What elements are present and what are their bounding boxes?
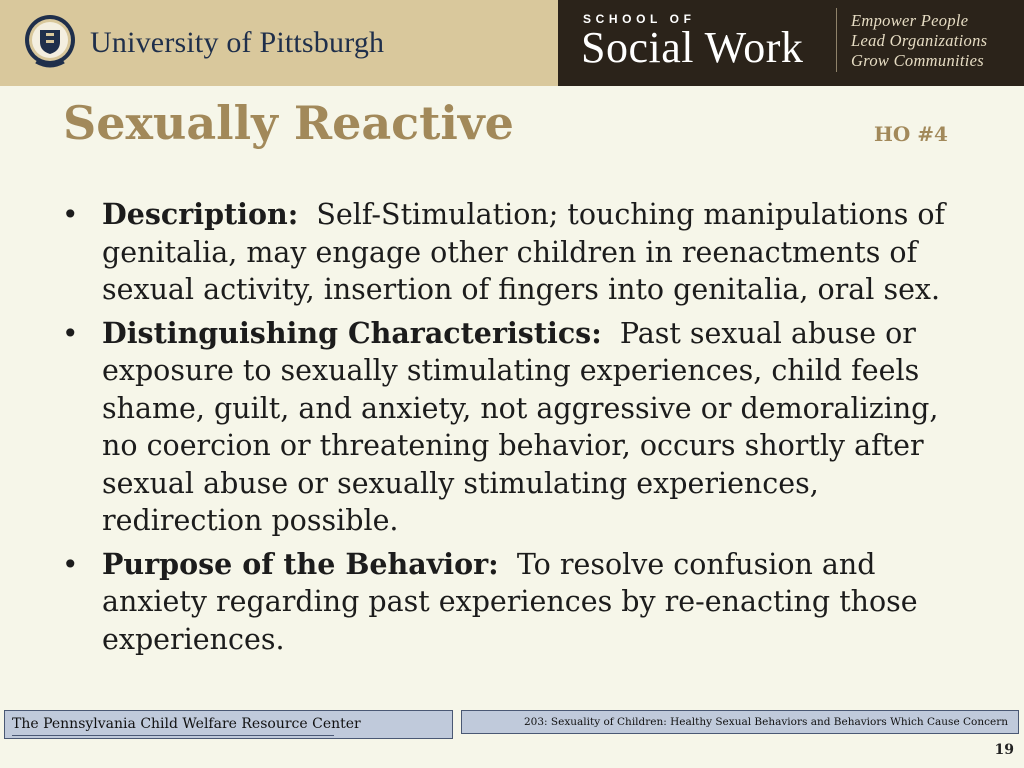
banner-divider [836,8,837,72]
footer-organization [4,710,453,739]
bullet-label: Purpose of the Behavior: [102,546,499,581]
bullet-text: Self-Stimulation; touching manipulations of genitalia, may engage other children in reenactments of sexual activity, insertion of fingers into genitalia, oral sex. [102,198,946,306]
university-banner [0,0,558,86]
bullet-dot-icon: • [62,316,79,350]
tagline-1: Empower People [851,11,969,30]
bullet-distinguishing-characteristics [62,315,982,540]
school-of-label: SCHOOL OF [583,12,696,26]
tagline-2: Lead Organizations [851,31,988,50]
bullet-dot-icon: • [62,547,79,581]
tagline-3: Grow Communities [851,51,984,70]
bullet-label: Description: [102,197,299,231]
handout-label: HO #4 [874,122,948,146]
bullet-text: To resolve confusion and anxiety regarding past experiences by re-enacting those experiences. [102,547,918,656]
bullet-description [62,196,982,309]
footer-underline [12,735,334,736]
university-name: University of Pittsburgh [90,26,385,59]
university-seal-icon [24,13,76,71]
page-number: 19 [994,742,1014,758]
footer-course-title [461,710,1019,734]
bullet-list [62,196,982,664]
footer-organization-text: The Pennsylvania Child Welfare Resource Center [12,716,361,732]
slide-title: Sexually Reactive [63,96,514,150]
bullet-text: Past sexual abuse or exposure to sexually stimulating experiences, child feels shame, guilt, and anxiety, not aggressive or demoralizing, no coercion or threatening behavior, occurs shortly after sexual abuse or sexually stimulating experiences, redirection possible. [102,316,939,537]
bullet-label: Distinguishing Characteristics: [102,315,602,350]
school-name: Social Work [581,23,804,72]
header [0,0,1024,86]
bullet-dot-icon: • [62,198,79,231]
bullet-purpose [62,546,982,659]
footer-course-text: 203: Sexuality of Children: Healthy Sexual Behaviors and Behaviors Which Cause Concern [524,716,1008,728]
